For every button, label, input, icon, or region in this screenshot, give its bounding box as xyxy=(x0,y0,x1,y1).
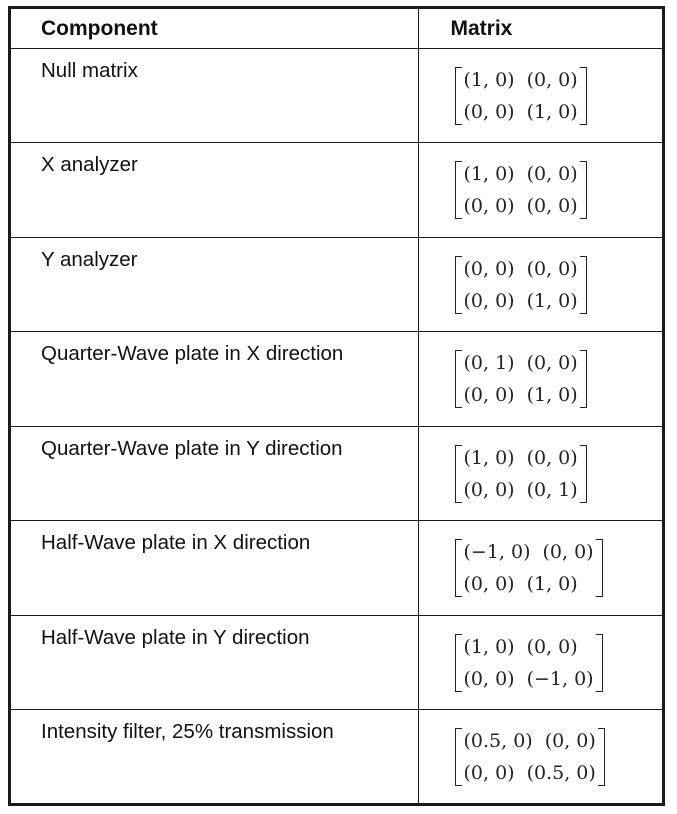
right-bracket xyxy=(596,634,603,692)
table-row xyxy=(11,710,662,805)
matrix-entry: (0.5, 0) xyxy=(526,762,596,784)
matrix-entry: (1, 0) xyxy=(463,446,515,469)
matrix-cell xyxy=(418,615,662,710)
matrix-entry: (0, 0) xyxy=(544,730,596,752)
matrix-row xyxy=(464,668,594,690)
matrix-entry: (0, 0) xyxy=(526,68,578,91)
right-bracket xyxy=(580,161,587,219)
matrix-entry: (1, 0) xyxy=(526,100,578,123)
matrix xyxy=(455,634,603,692)
matrix-entry: (−1, 0) xyxy=(463,541,531,563)
matrix-entry: (0, 0) xyxy=(463,667,515,690)
matrix-entry: (1, 0) xyxy=(463,68,515,91)
matrix-entry: (0, 0) xyxy=(463,762,515,784)
right-bracket xyxy=(580,350,587,408)
matrix-entry: (0, 0) xyxy=(463,100,515,123)
matrix-row xyxy=(464,352,578,374)
right-bracket xyxy=(580,67,587,125)
right-bracket xyxy=(580,445,587,503)
matrix-entry: (0, 0) xyxy=(526,163,578,185)
left-bracket xyxy=(455,445,462,503)
matrix-row xyxy=(464,636,594,658)
matrix xyxy=(455,256,587,314)
matrix-entry: (−1, 0) xyxy=(526,667,594,690)
left-bracket xyxy=(455,256,462,314)
matrix-entry: (0, 0) xyxy=(526,352,578,374)
left-bracket xyxy=(455,67,462,125)
table-row xyxy=(11,48,662,143)
matrix-entry: (1, 0) xyxy=(526,384,578,406)
component-name: X analyzer xyxy=(11,143,418,238)
matrix-entry: (0, 0) xyxy=(463,257,515,280)
component-name: Half-Wave plate in X direction xyxy=(11,521,418,616)
matrix-entry: (1, 0) xyxy=(526,573,578,595)
matrix xyxy=(455,67,587,125)
component-name: Quarter-Wave plate in X direction xyxy=(11,332,418,427)
matrix-cell xyxy=(418,426,662,521)
matrix-entry: (1, 0) xyxy=(463,635,515,658)
left-bracket xyxy=(455,161,462,219)
component-name: Intensity filter, 25% transmission xyxy=(11,710,418,805)
matrix-row xyxy=(464,541,594,563)
column-header-component: Component xyxy=(11,9,418,48)
matrix-cell xyxy=(418,332,662,427)
right-bracket xyxy=(580,256,587,314)
matrix-row xyxy=(464,101,578,123)
table-row xyxy=(11,615,662,710)
matrix xyxy=(455,350,587,408)
matrix xyxy=(455,445,587,503)
matrix-entry: (0, 0) xyxy=(463,195,515,217)
table-row xyxy=(11,332,662,427)
component-matrix-table xyxy=(11,9,662,804)
matrix-entry: (0, 0) xyxy=(526,257,578,280)
table-row xyxy=(11,143,662,238)
matrix-entry: (0, 1) xyxy=(463,352,515,374)
matrix-entry: (0.5, 0) xyxy=(463,730,533,752)
matrix-cell xyxy=(418,143,662,238)
component-name: Quarter-Wave plate in Y direction xyxy=(11,426,418,521)
matrix-row xyxy=(464,479,578,501)
matrix-row xyxy=(464,163,578,185)
component-name: Null matrix xyxy=(11,48,418,143)
left-bracket xyxy=(455,350,462,408)
matrix-entry: (0, 0) xyxy=(463,384,515,406)
matrix-entry: (0, 0) xyxy=(463,289,515,312)
right-bracket xyxy=(598,728,605,786)
matrix-row xyxy=(464,762,596,784)
matrix-cell xyxy=(418,710,662,805)
matrix-entry: (1, 0) xyxy=(526,289,578,312)
right-bracket xyxy=(596,539,603,597)
component-name: Half-Wave plate in Y direction xyxy=(11,615,418,710)
matrix-row xyxy=(464,447,578,469)
matrix-entry: (0, 0) xyxy=(463,573,515,595)
matrix xyxy=(455,161,587,219)
matrix-entry: (0, 0) xyxy=(526,635,578,658)
matrix-entry: (0, 0) xyxy=(526,195,578,217)
matrix-cell xyxy=(418,521,662,616)
matrix-entry: (0, 0) xyxy=(542,541,594,563)
matrix-row xyxy=(464,258,578,280)
matrix-row xyxy=(464,69,578,91)
column-header-matrix: Matrix xyxy=(418,9,662,48)
table-row xyxy=(11,237,662,332)
component-matrix-table-frame xyxy=(8,6,665,806)
matrix-row xyxy=(464,384,578,406)
matrix-entry: (1, 0) xyxy=(463,163,515,185)
matrix xyxy=(455,728,605,786)
matrix-row xyxy=(464,573,594,595)
table-row xyxy=(11,426,662,521)
matrix-entry: (0, 0) xyxy=(526,446,578,469)
matrix-row xyxy=(464,195,578,217)
matrix-entry: (0, 1) xyxy=(526,478,578,501)
matrix-row xyxy=(464,290,578,312)
matrix-cell xyxy=(418,237,662,332)
left-bracket xyxy=(455,728,462,786)
table-header-row xyxy=(11,9,662,48)
matrix-entry: (0, 0) xyxy=(463,478,515,501)
component-name: Y analyzer xyxy=(11,237,418,332)
matrix-cell xyxy=(418,48,662,143)
matrix xyxy=(455,539,603,597)
matrix-row xyxy=(464,730,596,752)
table-row xyxy=(11,521,662,616)
left-bracket xyxy=(455,634,462,692)
left-bracket xyxy=(455,539,462,597)
